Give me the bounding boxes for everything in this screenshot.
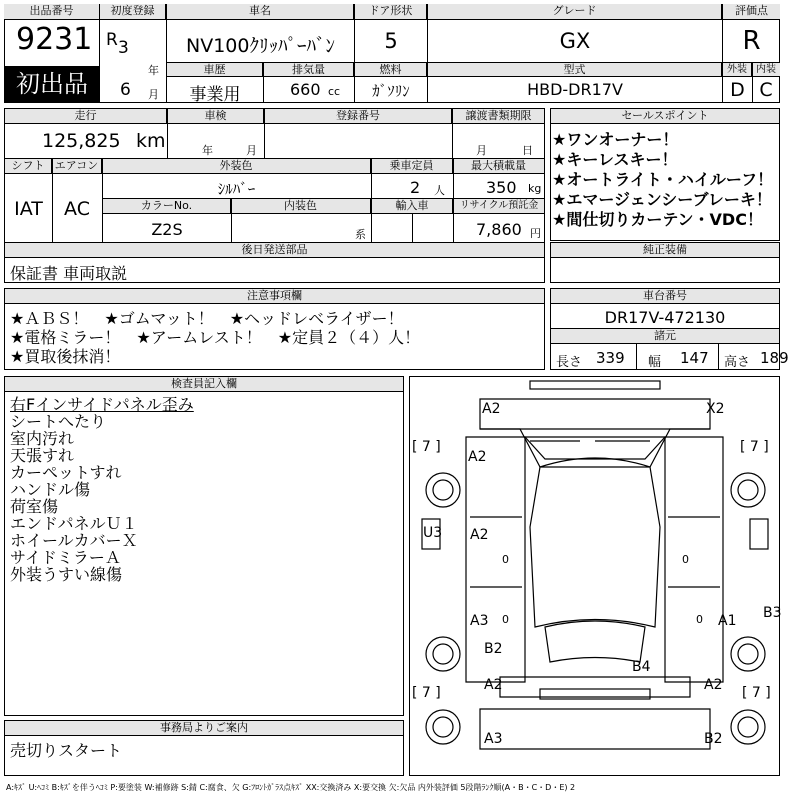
lot-label: 出品番号 — [4, 4, 100, 20]
registration-label: 初度登録 — [100, 4, 166, 20]
office-label: 事務局よりご案内 — [5, 721, 403, 736]
damage-mark: [ 7 ] — [412, 685, 441, 701]
damage-mark: A1 — [718, 613, 737, 629]
body-color: ｼﾙﾊﾞｰ — [217, 180, 256, 198]
car-diagram — [409, 376, 780, 776]
era: R — [106, 30, 118, 50]
notes-label: 注意事項欄 — [5, 289, 544, 304]
inspection-label: 車検 — [168, 109, 264, 124]
recycle-fee: 7,860 — [476, 220, 522, 239]
grade: GX — [559, 29, 591, 53]
interior-score: C — [759, 79, 773, 101]
damage-mark: 0 — [502, 613, 509, 626]
door-label: ドア形状 — [355, 4, 427, 20]
legend: A:ｷｽﾞ U:ﾍｺﾐ B:ｷｽﾞを伴うﾍｺﾐ P:要塗装 W:補修跡 S:錆 C:腐食、欠 G:ﾌﾛﾝﾄｶﾞﾗｽ点ｷｽﾞ XX:交換済み X:要交換 欠:欠品 内外装評価 5段階ﾗﾝｸ順(A・B・C・D・E) 2 — [6, 783, 576, 792]
inspection-month-unit: 月 — [246, 144, 257, 157]
inspector-line: ホイールカバーＸ — [10, 531, 138, 550]
shift: IAT — [14, 198, 43, 220]
sales-label: セールスポイント — [551, 109, 779, 124]
damage-mark: B2 — [484, 641, 503, 657]
score: R — [742, 26, 761, 56]
exterior-label: 外装 — [723, 63, 752, 77]
reg-month: 6 — [120, 80, 131, 100]
fuel-label: 燃料 — [355, 63, 427, 77]
car-name: NV100ｸﾘｯﾊﾟｰﾊﾞﾝ — [186, 35, 335, 57]
damage-mark: 0 — [682, 553, 689, 566]
shift-label: シフト — [5, 159, 52, 174]
inspector-line: 荷室傷 — [10, 497, 59, 516]
ac: AC — [64, 198, 90, 220]
reg-year: 3 — [118, 38, 129, 58]
mileage-label: 走行 — [5, 109, 167, 124]
damage-mark: B2 — [704, 731, 723, 747]
note-line: ★買取後抹消！ — [10, 347, 121, 366]
genuine-label: 純正装備 — [551, 243, 779, 258]
damage-mark: X2 — [706, 401, 725, 417]
interior-color-unit: 系 — [355, 228, 366, 241]
note-line: ★電格ミラー！ ★アームレスト！ ★定員２（４）人！ — [10, 328, 421, 347]
color-no-label: カラーNo. — [103, 199, 231, 214]
capacity-label: 乗車定員 — [371, 159, 453, 174]
height: 189 — [760, 349, 789, 367]
color-label: 外装色 — [102, 159, 371, 174]
inspector-label: 検査員記入欄 — [5, 377, 403, 392]
max-load: 350 — [486, 178, 517, 197]
transfer-day-unit: 日 — [522, 144, 533, 157]
car-outline — [410, 377, 779, 775]
note-line: ★ＡＢＳ！ ★ゴムマット！ ★ヘッドレベライザー！ — [10, 309, 404, 328]
damage-mark: B4 — [632, 659, 651, 675]
lot-number: 9231 — [16, 22, 93, 57]
capacity: 2 — [410, 178, 421, 197]
damage-mark: [ 7 ] — [740, 439, 769, 455]
month-unit: 月 — [148, 88, 159, 101]
door-count: 5 — [384, 29, 398, 53]
mileage-unit: km — [136, 130, 166, 152]
history: 事業用 — [189, 85, 241, 105]
grade-label: グレード — [428, 4, 722, 20]
inspector-line: 室内汚れ — [10, 429, 75, 448]
damage-mark: U3 — [423, 525, 443, 541]
inspector-lines — [10, 396, 400, 583]
damage-mark: A2 — [468, 449, 487, 465]
interior-color-label: 内装色 — [231, 199, 371, 214]
transfer-month-unit: 月 — [476, 144, 487, 157]
inspector-line: カーペットすれ — [10, 463, 122, 482]
chassis-number: DR17V-472130 — [604, 308, 726, 327]
damage-mark: 0 — [502, 553, 509, 566]
load-unit: kg — [528, 182, 542, 195]
displacement-label: 排気量 — [264, 63, 354, 77]
length: 339 — [596, 349, 625, 367]
notes-lines — [10, 309, 544, 366]
load-label: 最大積載量 — [453, 159, 544, 174]
damage-mark: A2 — [470, 527, 489, 543]
model-label: 型式 — [428, 63, 722, 77]
ac-label: エアコン — [52, 159, 102, 174]
import-label: 輸入車 — [372, 199, 453, 214]
height-label: 高さ — [724, 355, 751, 370]
recycle-unit: 円 — [530, 227, 541, 240]
inspection-year-unit: 年 — [202, 144, 213, 157]
car-name-label: 車名 — [167, 4, 354, 20]
damage-mark: [ 7 ] — [742, 685, 771, 701]
office-text: 売切りスタート — [10, 741, 123, 760]
damage-mark: [ 7 ] — [412, 439, 441, 455]
mileage: 125,825 — [42, 130, 121, 152]
model: HBD-DR17V — [527, 80, 623, 99]
inspector-line: 外装うすい線傷 — [10, 565, 123, 584]
inspector-line: シートへたり — [10, 412, 107, 431]
inspector-line: 右Fインサイドパネル歪み — [10, 395, 194, 414]
chassis-label: 車台番号 — [551, 289, 779, 304]
fuel: ｶﾞｿﾘﾝ — [372, 82, 410, 100]
reg-number-label: 登録番号 — [265, 109, 452, 124]
recycle-label: リサイクル預託金 — [454, 199, 544, 214]
inspector-line: ハンドル傷 — [10, 480, 91, 499]
later-parts: 保証書 車両取説 — [10, 264, 128, 283]
length-label: 長さ — [556, 355, 583, 370]
transfer-deadline-label: 譲渡書類期限 — [453, 109, 544, 124]
damage-mark: A3 — [470, 613, 489, 629]
inspector-line: エンドパネルＵ１ — [10, 514, 138, 533]
inspector-line: 天張すれ — [10, 446, 75, 465]
sales-point: ★ワンオーナー！ — [552, 130, 679, 149]
year-unit: 年 — [148, 64, 159, 77]
damage-mark: A2 — [482, 401, 501, 417]
capacity-unit: 人 — [434, 184, 445, 197]
damage-mark: B3 — [763, 605, 782, 621]
damage-mark: A3 — [484, 731, 503, 747]
sales-point: ★オートライト・ハイルーフ！ — [552, 170, 774, 189]
exterior-score: D — [730, 79, 745, 101]
inspector-line: サイドミラーＡ — [10, 548, 121, 567]
later-parts-label: 後日発送部品 — [5, 243, 544, 258]
score-label: 評価点 — [723, 4, 780, 20]
damage-mark: A2 — [484, 677, 503, 693]
color-number: Z2S — [151, 220, 183, 239]
interior-label: 内装 — [752, 63, 780, 77]
sales-points — [552, 130, 780, 230]
damage-mark: 0 — [696, 613, 703, 626]
displacement: 660 — [290, 80, 321, 99]
damage-mark: A2 — [704, 677, 723, 693]
history-label: 車歴 — [167, 63, 263, 77]
sales-point: ★間仕切りカーテン・VDC！ — [552, 210, 763, 229]
width: 147 — [680, 349, 709, 367]
sales-point: ★エマージェンシーブレーキ！ — [552, 190, 772, 209]
first-listing-badge: 初出品 — [5, 66, 99, 102]
width-label: 幅 — [648, 355, 662, 370]
displacement-unit: cc — [328, 85, 341, 98]
sales-point: ★キーレスキー！ — [552, 150, 678, 169]
dims-label: 諸元 — [551, 329, 779, 344]
